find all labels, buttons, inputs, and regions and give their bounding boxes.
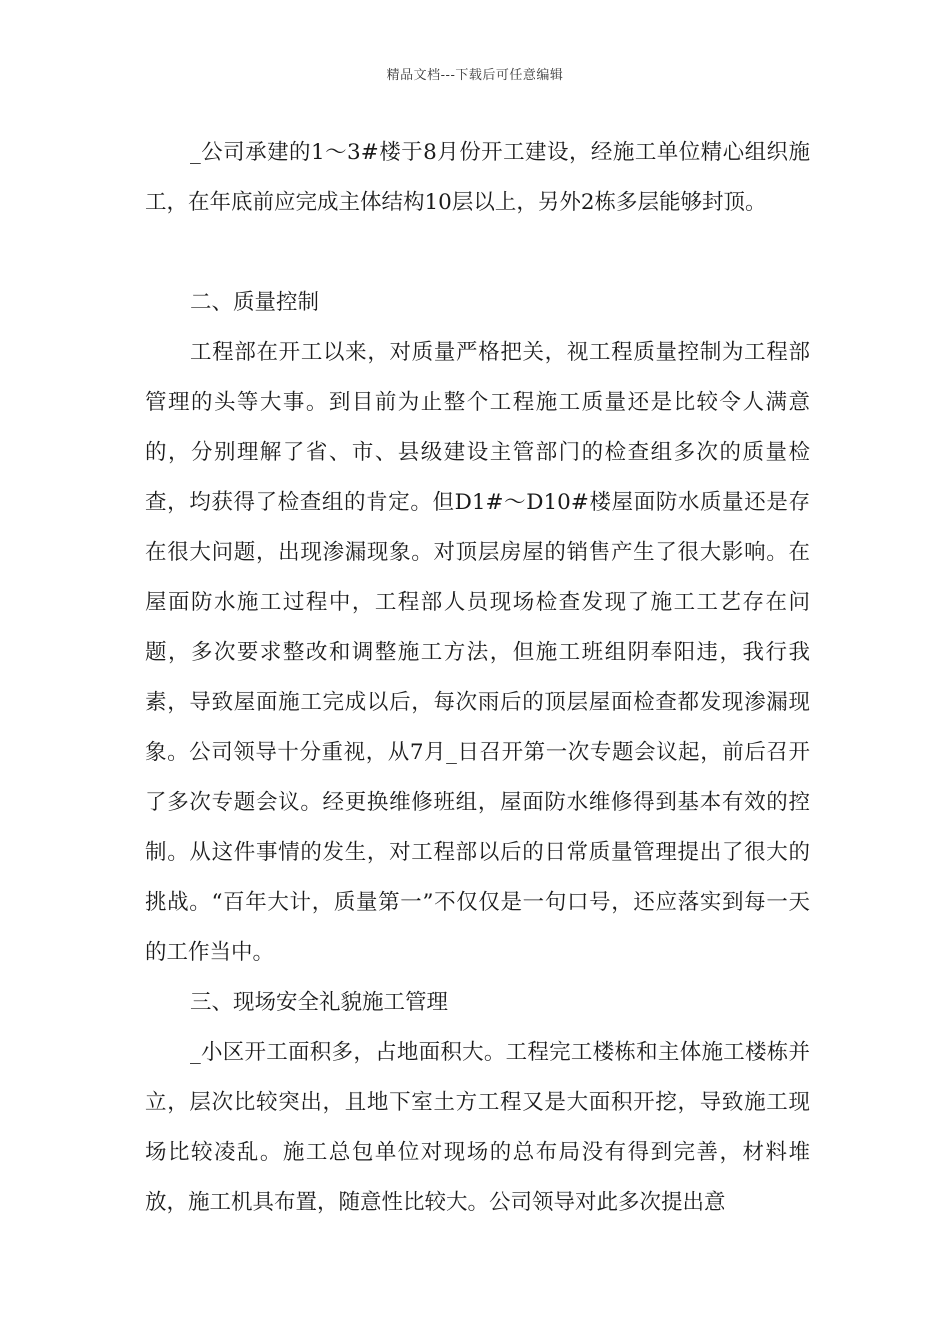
document-body (145, 128, 810, 1228)
paragraph-construction-progress: _公司承建的1～3#楼于8月份开工建设，经施工单位精心组织施工，在年底前应完成主体结构10层以上，另外2栋多层能够封顶。 (145, 140, 810, 215)
section-heading-quality-control: 二、质量控制 (190, 290, 320, 315)
paragraph-spacer (145, 228, 810, 278)
page-header: 精品文档---下载后可任意编辑 (386, 68, 564, 83)
section-heading-site-safety: 三、现场安全礼貌施工管理 (190, 990, 449, 1015)
paragraph-quality-control: 工程部在开工以来，对质量严格把关，视工程质量控制为工程部管理的头等大事。到目前为止整个工程施工质量还是比较令人满意的，分别理解了省、市、县级建设主管部门的检查组多次的质量检查，均获得了检查组的肯定。但D1#～D10#楼屋面防水质量还是存在很大问题，出现渗漏现象。对顶层房屋的销售产生了很大影响。在屋面防水施工过程中，工程部人员现场检查发现了施工工艺存在问题，多次要求整改和调整施工方法，但施工班组阴奉阳违，我行我素，导致屋面施工完成以后，每次雨后的顶层屋面检查都发现渗漏现象。公司领导十分重视，从7月_日召开第一次专题会议起，前后召开了多次专题会议。经更换维修班组，屋面防水维修得到基本有效的控制。从这件事情的发生，对工程部以后的日常质量管理提出了很大的挑战。“百年大计，质量第一”不仅仅是一句口号，还应落实到每一天的工作当中。 (145, 340, 810, 965)
paragraph-site-safety: _小区开工面积多，占地面积大。工程完工楼栋和主体施工楼栋并立，层次比较突出，且地下室土方工程又是大面积开挖，导致施工现场比较凌乱。施工总包单位对现场的总布局没有得到完善，材料堆放，施工机具布置，随意性比较大。公司领导对此多次提出意 (145, 1040, 810, 1215)
